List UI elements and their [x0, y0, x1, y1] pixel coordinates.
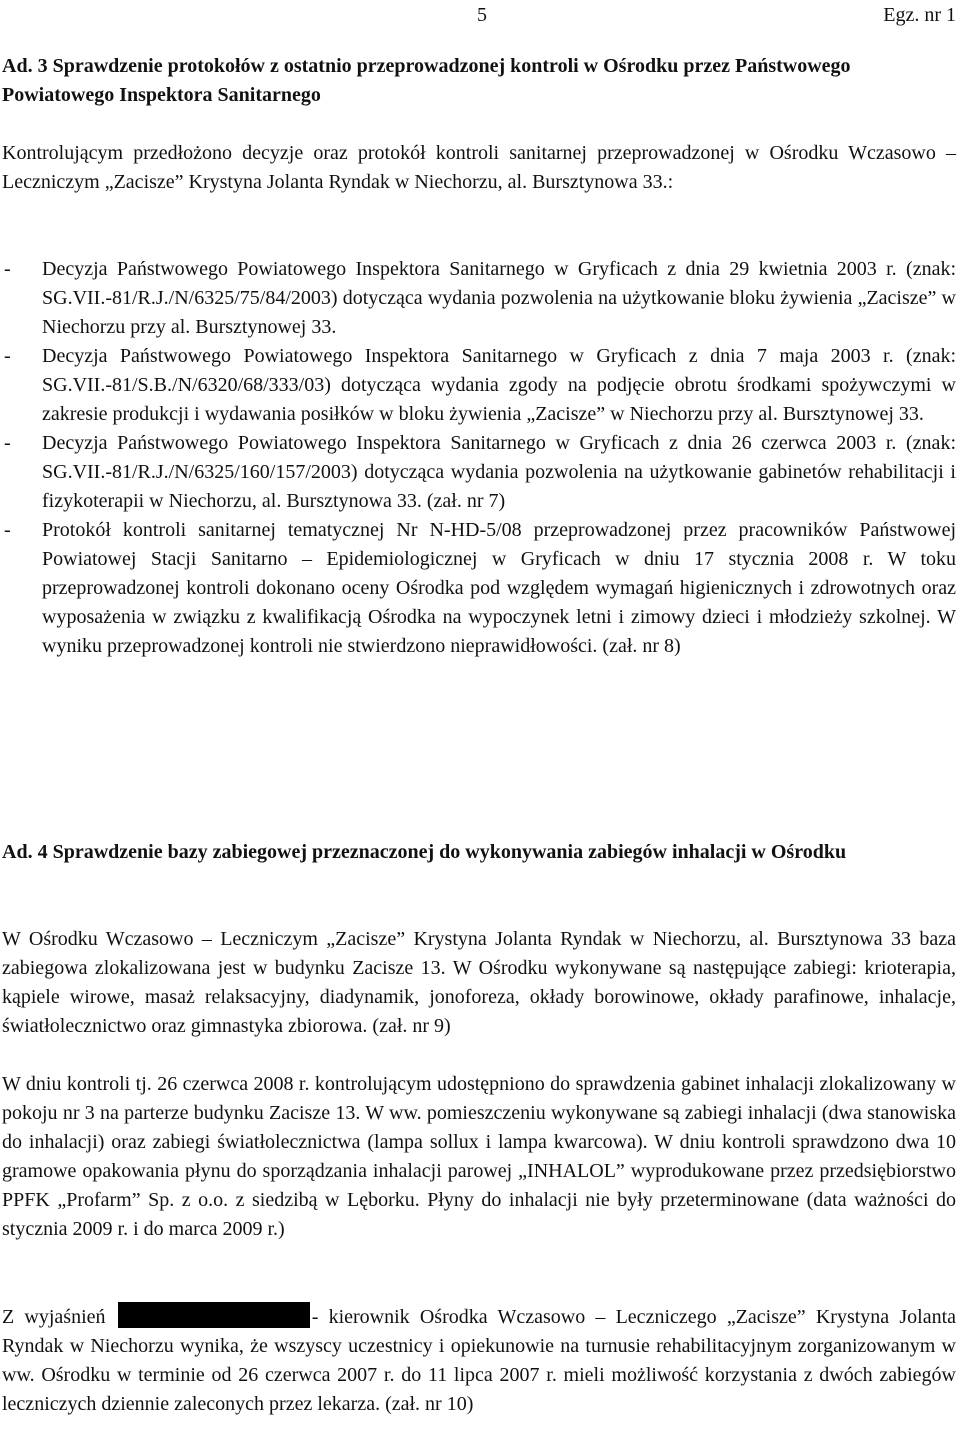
explanation-text: - kierownik Ośrodka Wczasowo – Leczniczego „Zacisze” Krystyna Jolanta Ryndak w Niechorzu wynika, że wszyscy uczestnicy i opiekunowie na turnusie rehabilitacyjnym zorganizowanym w ww. Ośrodku w terminie od 26 czerwca 2007 r. do 11 lipca 2007 r. mieli możliwość korzystania z dwóch zabiegów leczniczych dziennie zaleconych przez lekarza. (zał. nr 10)	[2, 1306, 957, 1415]
section-4-heading: Ad. 4 Sprawdzenie bazy zabiegowej przeznaczonej do wykonywania zabiegów inhalacji w Ośrodku	[2, 841, 847, 863]
list-dash: -	[4, 519, 11, 541]
list-item	[2, 429, 956, 516]
section-4-paragraph-2: W dniu kontroli tj. 26 czerwca 2008 r. kontrolującym udostępniono do sprawdzenia gabinet inhalacji zlokalizowany w pokoju nr 3 na parterze budynku Zacisze 13. W ww. pomieszczeniu wykonywane są zabiegi inhalacji (dwa stanowiska do inhalacji) oraz zabiegi światłolecznictwa (lampa sollux i lampa kwarcowa). W dniu kontroli sprawdzono dwa 10 gramowe opakowania płynu do sporządzania inhalacji parowej „INHALOL” wyprodukowane przez przedsiębiorstwo PPFK „Profarm” Sp. z o.o. z siedzibą w Lęborku. Płyny do inhalacji nie były przeterminowane (data ważności do stycznia 2009 r. i do marca 2009 r.)	[2, 1073, 956, 1240]
section-3-list	[2, 255, 956, 661]
list-dash: -	[4, 258, 11, 280]
copy-number: Egz. nr 1	[883, 4, 956, 26]
list-item	[2, 342, 956, 429]
list-dash: -	[4, 345, 11, 367]
section-3-intro: Kontrolującym przedłożono decyzje oraz protokół kontroli sanitarnej przeprowadzonej w Ośrodku Wczasowo – Leczniczym „Zacisze” Krystyna Jolanta Ryndak w Niechorzu, al. Bursztynowa 33.:	[2, 142, 956, 193]
page-number: 5	[477, 4, 487, 26]
section-3-heading: Ad. 3 Sprawdzenie protokołów z ostatnio przeprowadzonej kontroli w Ośrodku przez Państwowego Powiatowego Inspektora Sanitarnego	[2, 55, 851, 106]
section-4-paragraph-1: W Ośrodku Wczasowo – Leczniczym „Zacisze” Krystyna Jolanta Ryndak w Niechorzu, al. Bursztynowa 33 baza zabiegowa zlokalizowana jest w budynku Zacisze 13. W Ośrodku wykonywane są następujące zabiegi: krioterapia, kąpiele wirowe, masaż relaksacyjny, diadynamik, jonoforeza, okłady borowinowe, okłady parafinowe, inhalacje, światłolecznictwo oraz gimnastyka zbiorowa. (zał. nr 9)	[2, 928, 956, 1037]
list-item	[2, 255, 956, 342]
list-item-text: Decyzja Państwowego Powiatowego Inspektora Sanitarnego w Gryficach z dnia 26 czerwca 2003 r. (znak: SG.VII.-81/R.J./N/6325/160/157/2003) dotycząca wydania pozwolenia na użytkowanie gabinetów rehabilitacji i fizykoterapii w Niechorzu, al. Bursztynowa 33. (zał. nr 7)	[42, 432, 956, 512]
explanation-lead: Z wyjaśnień	[2, 1306, 106, 1328]
list-item-text: Decyzja Państwowego Powiatowego Inspektora Sanitarnego w Gryficach z dnia 7 maja 2003 r. (znak: SG.VII.-81/S.B./N/6320/68/333/03) dotycząca wydania zgody na podjęcie obrotu środkami spożywczymi w zakresie produkcji i wydawania posiłków w bloku żywienia „Zacisze” w Niechorzu przy al. Bursztynowej 33.	[42, 345, 956, 425]
list-item	[2, 516, 956, 661]
page-header	[2, 2, 956, 28]
redacted-name-block	[118, 1302, 310, 1328]
list-item-text: Protokół kontroli sanitarnej tematycznej Nr N-HD-5/08 przeprowadzonej przez pracowników Państwowej Powiatowej Stacji Sanitarno – Epidemiologicznej w Gryficach w dniu 17 stycznia 2008 r. W toku przeprowadzonej kontroli dokonano oceny Ośrodka pod względem wymagań higienicznych i zdrowotnych oraz wyposażenia w związku z kwalifikacją Ośrodka na wypoczynek letni i zimowy dzieci i młodzieży szkolnej. W wyniku przeprowadzonej kontroli nie stwierdzono nieprawidłowości. (zał. nr 8)	[42, 519, 956, 657]
list-dash: -	[4, 432, 11, 454]
list-item-text: Decyzja Państwowego Powiatowego Inspektora Sanitarnego w Gryficach z dnia 29 kwietnia 2003 r. (znak: SG.VII.-81/R.J./N/6325/75/84/2003) dotycząca wydania pozwolenia na użytkowanie bloku żywienia „Zacisze” w Niechorzu przy al. Bursztynowej 33.	[42, 258, 956, 338]
section-4-paragraph-3	[2, 1302, 956, 1419]
